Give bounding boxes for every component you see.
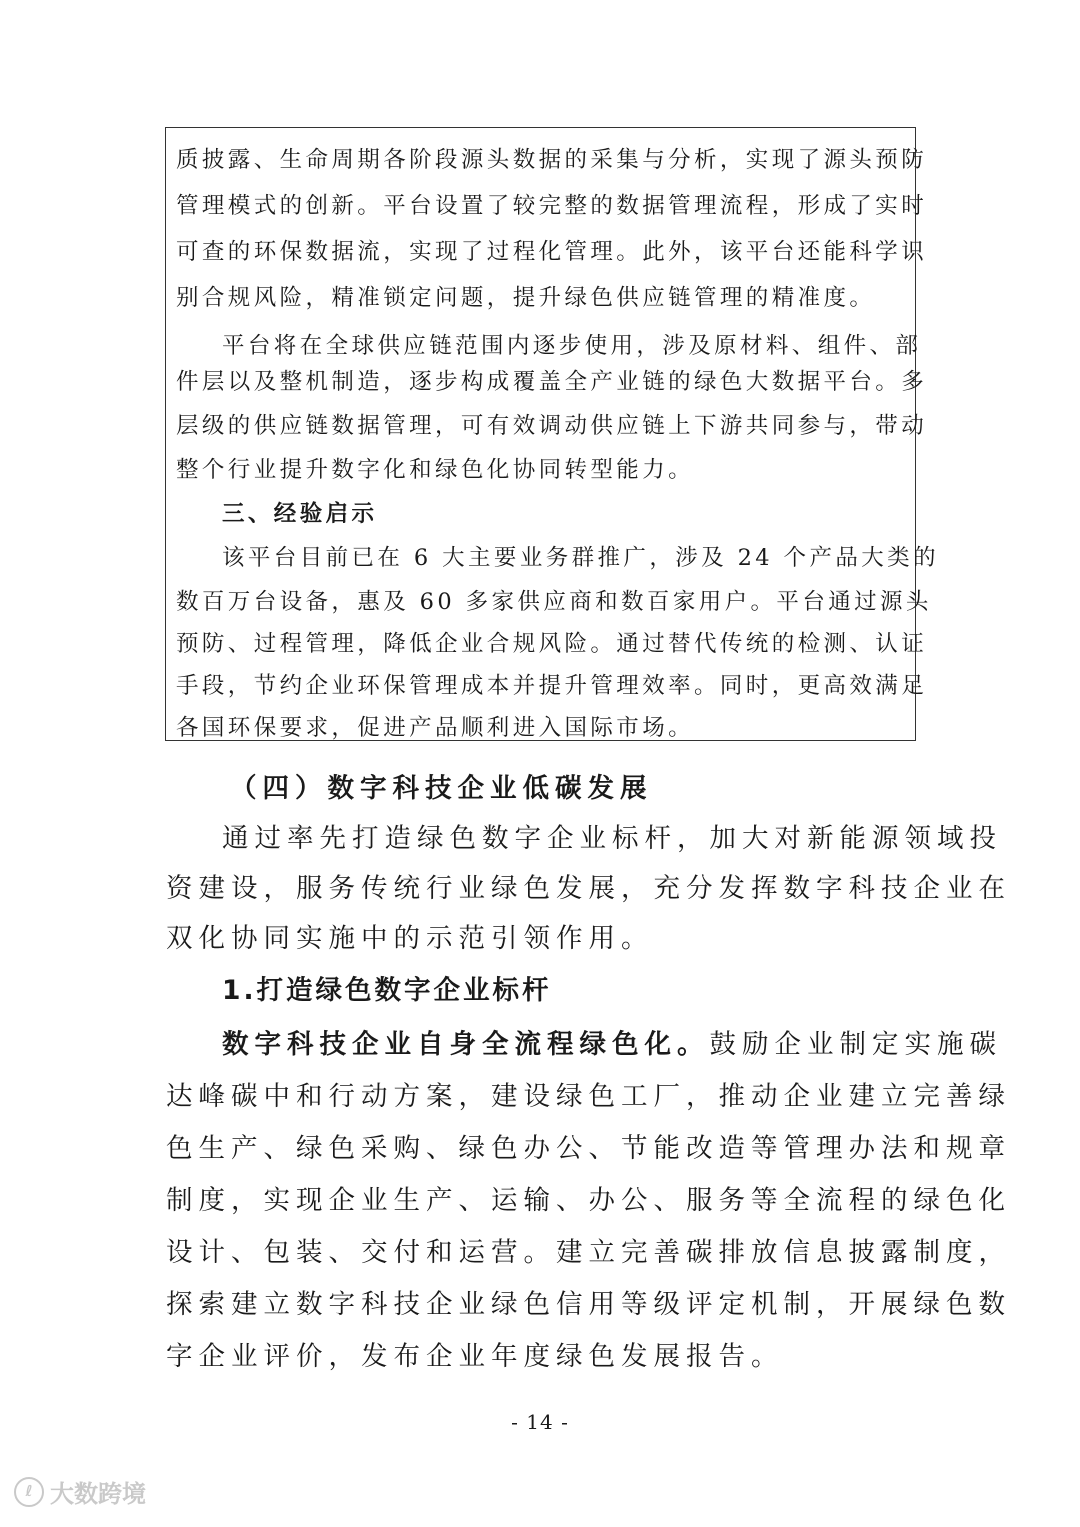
box-line: 平台将在全球供应链范围内逐步使用，涉及原材料、组件、部: [222, 333, 922, 359]
intro-line: 通过率先打造绿色数字企业标杆，加大对新能源领域投: [222, 823, 1002, 854]
watermark: [14, 1474, 146, 1509]
box-line: 预防、过程管理，降低企业合规风险。通过替代传统的检测、认证: [176, 631, 928, 657]
box-line: 该平台目前已在 6 大主要业务群推广，涉及 24 个产品大类的: [222, 545, 939, 571]
box-line: 手段，节约企业环保管理成本并提升管理效率。同时，更高效满足: [176, 673, 928, 699]
intro-line: 资建设，服务传统行业绿色发展，充分发挥数字科技企业在: [166, 873, 1011, 904]
paragraph-line: 探索建立数字科技企业绿色信用等级评定机制，开展绿色数: [166, 1289, 1011, 1320]
box-line: 别合规风险，精准锁定问题，提升绿色供应链管理的精准度。: [176, 285, 876, 311]
box-line: 整个行业提升数字化和绿色化协同转型能力。: [176, 457, 695, 483]
paragraph-line: 达峰碳中和行动方案，建设绿色工厂，推动企业建立完善绿: [166, 1081, 1011, 1112]
watermark-text: 大数跨境: [50, 1480, 146, 1508]
box-line: 层级的供应链数据管理，可有效调动供应链上下游共同参与，带动: [176, 413, 928, 439]
paragraph-line: 设计、包装、交付和运营。建立完善碳排放信息披露制度，: [166, 1237, 1011, 1268]
box-line: 可查的环保数据流，实现了过程化管理。此外，该平台还能科学识: [176, 239, 928, 265]
section-heading: （四）数字科技企业低碳发展: [230, 773, 653, 804]
subheading: 1.打造绿色数字企业标杆: [222, 975, 552, 1006]
paragraph-line: 色生产、绿色采购、绿色办公、节能改造等管理办法和规章: [166, 1133, 1011, 1164]
box-line: 数百万台设备，惠及 60 多家供应商和数百家用户。平台通过源头: [176, 589, 932, 615]
box-line: 质披露、生命周期各阶段源头数据的采集与分析，实现了源头预防: [176, 147, 928, 173]
box-line: 管理模式的创新。平台设置了较完整的数据管理流程，形成了实时: [176, 193, 928, 219]
page-number: - 14 -: [511, 1410, 569, 1434]
iot-circle-icon: ℓ: [14, 1477, 44, 1507]
box-line: 各国环保要求，促进产品顺利进入国际市场。: [176, 715, 695, 741]
paragraph-line: 字企业评价，发布企业年度绿色发展报告。: [166, 1341, 784, 1372]
paragraph-first-line: [222, 1022, 1002, 1061]
box-line: 件层以及整机制造，逐步构成覆盖全产业链的绿色大数据平台。多: [176, 369, 928, 395]
paragraph-line: 鼓励企业制定实施碳: [709, 1029, 1002, 1060]
paragraph-lead: 数字科技企业自身全流程绿色化。: [222, 1029, 710, 1060]
paragraph-line: 制度，实现企业生产、运输、办公、服务等全流程的绿色化: [166, 1185, 1011, 1216]
box-section-heading: 三、经验启示: [222, 501, 378, 527]
intro-line: 双化协同实施中的示范引领作用。: [166, 923, 654, 954]
